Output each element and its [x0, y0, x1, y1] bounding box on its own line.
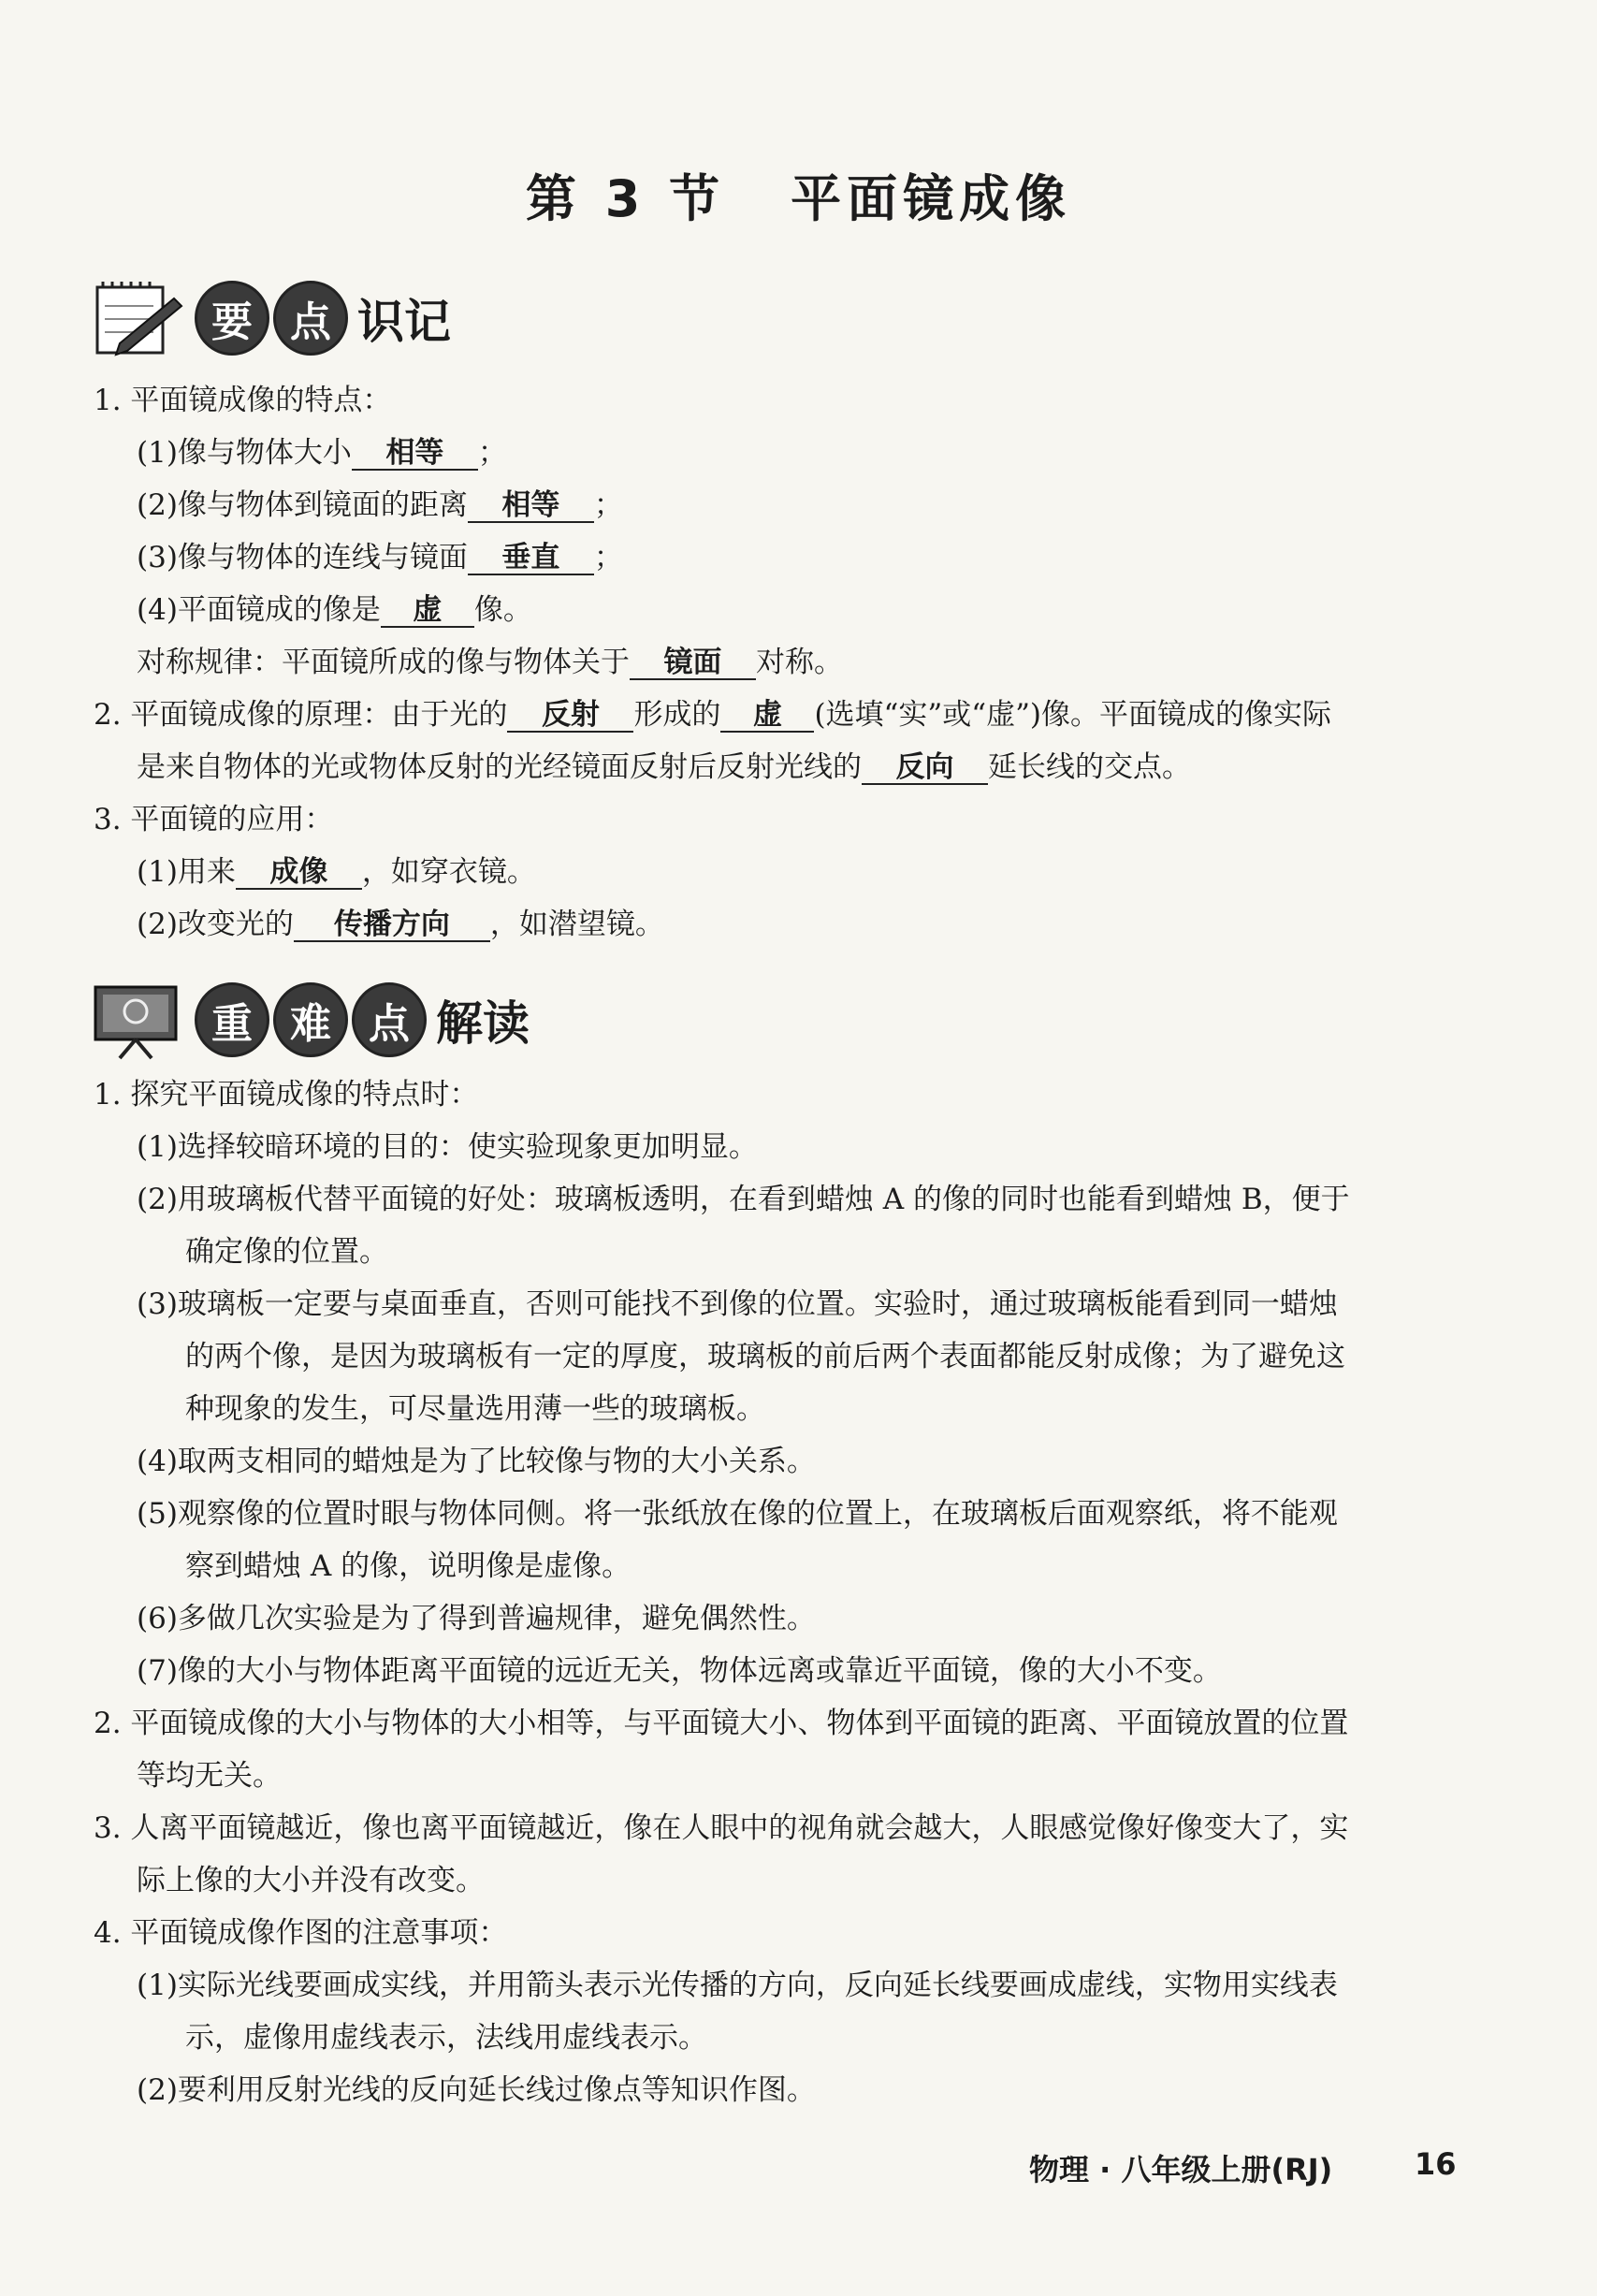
- list-item: 4. 平面镜成像作图的注意事项：: [94, 1916, 508, 1950]
- answer-blank: 相等: [352, 437, 478, 471]
- list-item: (1)用来 成像 ，如穿衣镜。: [137, 855, 536, 889]
- heading-circle-char: 要: [195, 281, 269, 356]
- answer-blank: 反向: [862, 751, 988, 785]
- answer-blank: 成像: [236, 856, 362, 890]
- list-item: (4)取两支相同的蜡烛是为了比较像与物的大小关系。: [137, 1445, 816, 1478]
- answer-blank: 虚: [381, 594, 474, 628]
- list-item: 察到蜡烛 A 的像，说明像是虚像。: [185, 1549, 632, 1583]
- heading-circle-char: 点: [273, 281, 348, 356]
- list-item: (5)观察像的位置时眼与物体同侧。将一张纸放在像的位置上，在玻璃板后面观察纸，将不能观: [137, 1497, 1338, 1531]
- footer-book-title: 物理 · 八年级上册(RJ): [1029, 2152, 1333, 2187]
- list-item: (4)平面镜成的像是 虚 像。: [137, 593, 532, 627]
- list-item: (2)改变光的 传播方向 ，如潜望镜。: [137, 908, 664, 941]
- answer-blank: 虚: [720, 699, 814, 733]
- notepad-pencil-icon: [92, 278, 185, 358]
- list-item: 3. 人离平面镜越近，像也离平面镜越近，像在人眼中的视角就会越大，人眼感觉像好像变大了，实: [94, 1811, 1349, 1845]
- list-item: (7)像的大小与物体距离平面镜的远近无关，物体远离或靠近平面镜，像的大小不变。: [137, 1654, 1222, 1688]
- answer-blank: 反射: [507, 699, 633, 733]
- list-item: 1. 探究平面镜成像的特点时：: [94, 1078, 479, 1112]
- list-item: (1)像与物体大小 相等 ；: [137, 436, 507, 470]
- list-item: (1)选择较暗环境的目的：使实验现象更加明显。: [137, 1130, 758, 1164]
- list-item: (1)实际光线要画成实线，并用箭头表示光传播的方向，反向延长线要画成虚线，实物用实线表: [137, 1969, 1338, 2002]
- answer-blank: 传播方向: [294, 908, 490, 942]
- answer-blank: 相等: [468, 489, 594, 523]
- heading-circle-char: 点: [352, 982, 427, 1057]
- answer-blank: 垂直: [468, 542, 594, 575]
- section-heading-key-points: [92, 271, 451, 365]
- list-item: (6)多做几次实验是为了得到普遍规律，避免偶然性。: [137, 1602, 816, 1635]
- section-title: 平面镜成像: [791, 169, 1072, 228]
- list-item: (2)像与物体到镜面的距离 相等 ；: [137, 488, 623, 522]
- heading-text: 解读: [436, 996, 530, 1051]
- list-item: (3)玻璃板一定要与桌面垂直，否则可能找不到像的位置。实验时，通过玻璃板能看到同一蜡烛: [137, 1287, 1338, 1321]
- list-item: 的两个像，是因为玻璃板有一定的厚度，玻璃板的前后两个表面都能反射成像；为了避免这: [185, 1340, 1345, 1373]
- section-number: 第 3 节: [525, 169, 726, 228]
- page-number: 16: [1415, 2146, 1457, 2182]
- heading-circle-char: 重: [195, 982, 269, 1057]
- list-item: 3. 平面镜的应用：: [94, 803, 334, 836]
- section-heading-key-difficulties: [92, 973, 530, 1067]
- heading-circle-char: 难: [273, 982, 348, 1057]
- list-item: (3)像与物体的连线与镜面 垂直 ；: [137, 541, 623, 574]
- list-item: 等均无关。: [137, 1759, 282, 1793]
- presentation-board-icon: [92, 980, 185, 1060]
- list-item: (2)要利用反射光线的反向延长线过像点等知识作图。: [137, 2073, 816, 2107]
- list-item: 示，虚像用虚线表示，法线用虚线表示。: [185, 2021, 707, 2055]
- heading-text: 识记: [357, 295, 451, 349]
- list-item: 种现象的发生，可尽量选用薄一些的玻璃板。: [185, 1392, 765, 1426]
- list-item: 对称规律：平面镜所成的像与物体关于 镜面 对称。: [137, 646, 843, 679]
- page-title: [0, 159, 1597, 231]
- answer-blank: 镜面: [630, 647, 756, 680]
- list-item: 是来自物体的光或物体反射的光经镜面反射后反射光线的 反向 延长线的交点。: [137, 750, 1191, 784]
- list-item: 1. 平面镜成像的特点：: [94, 384, 392, 417]
- list-item: 2. 平面镜成像的大小与物体的大小相等，与平面镜大小、物体到平面镜的距离、平面镜放置的位置: [94, 1707, 1349, 1740]
- list-item: 际上像的大小并没有改变。: [137, 1864, 485, 1897]
- list-item: 确定像的位置。: [185, 1235, 388, 1269]
- list-item: 2. 平面镜成像的原理：由于光的 反射 形成的 虚 (选填“实”或“虚”)像。平面镜成的像实际: [94, 698, 1332, 732]
- list-item: (2)用玻璃板代替平面镜的好处：玻璃板透明，在看到蜡烛 A 的像的同时也能看到蜡烛 B，便于: [137, 1183, 1350, 1216]
